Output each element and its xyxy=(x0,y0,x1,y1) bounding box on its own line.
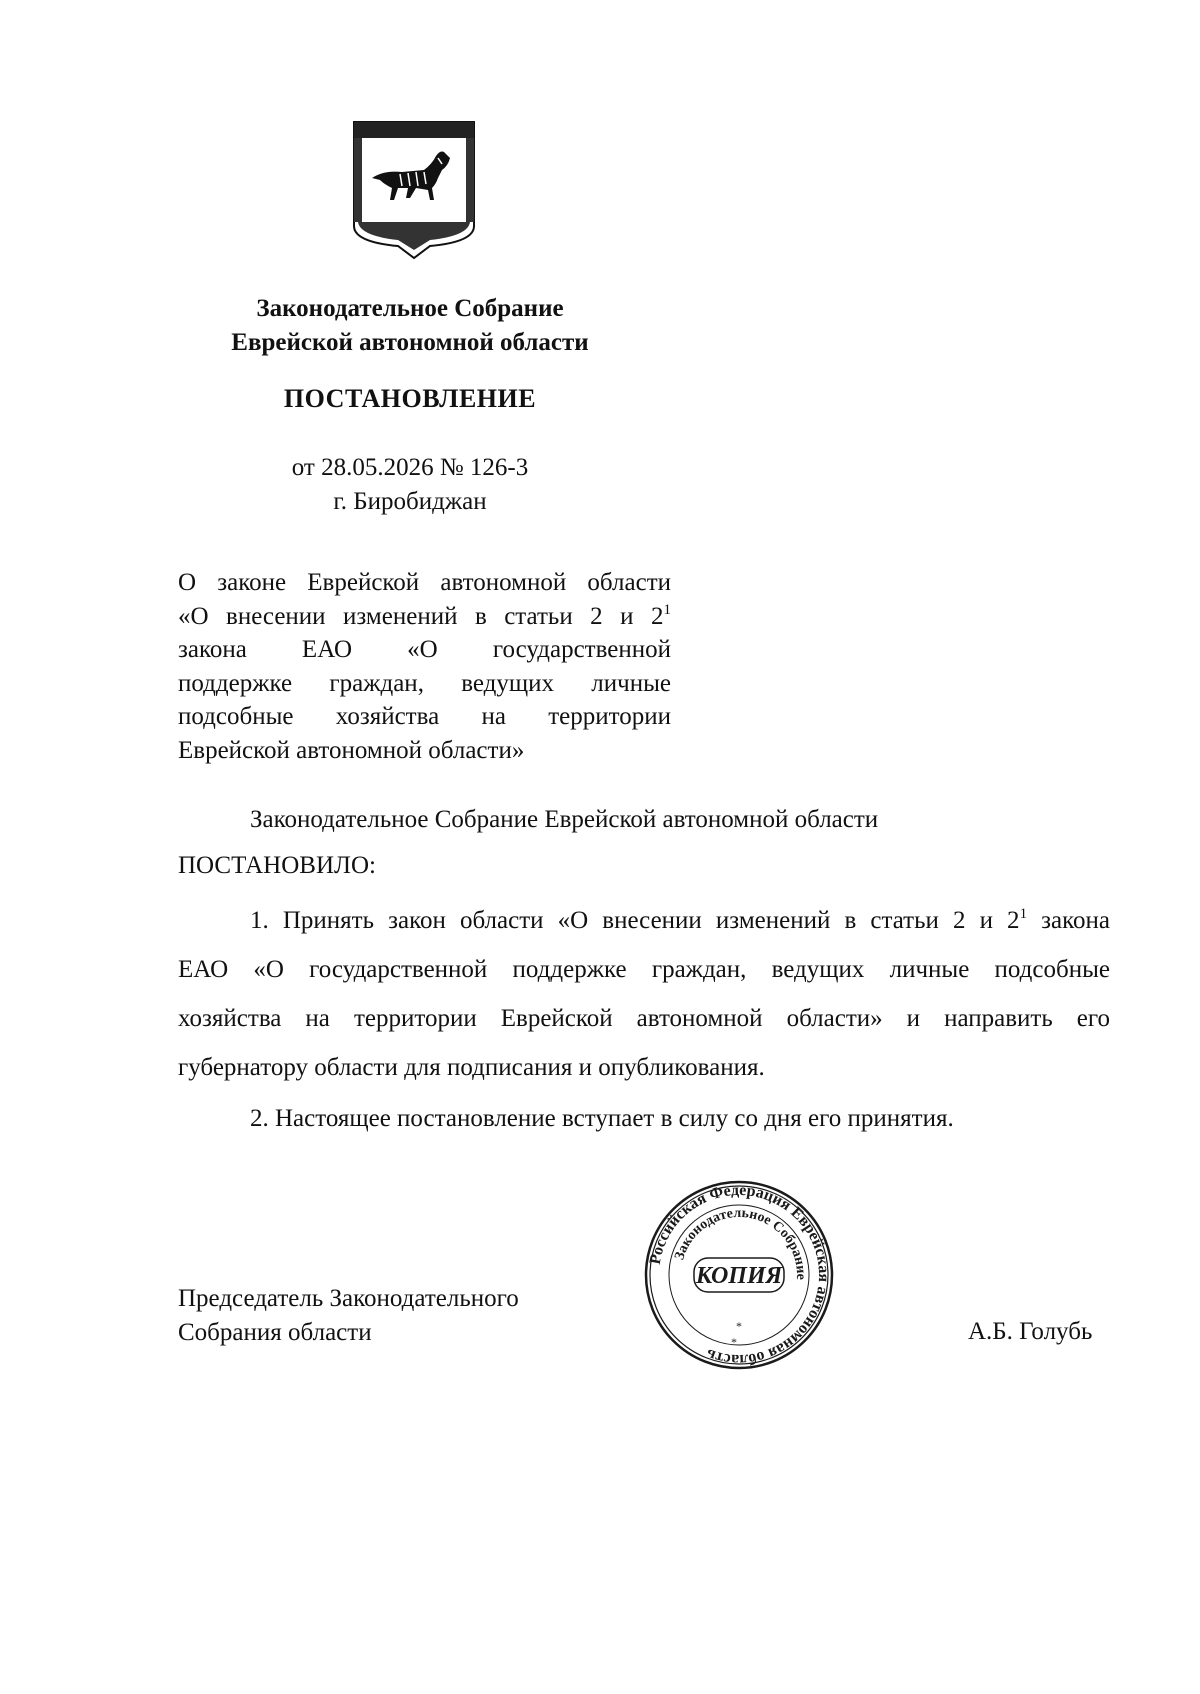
resolution-item-1 xyxy=(178,896,1110,1092)
item-1-superscript: 1 xyxy=(1019,906,1028,922)
body-intro: Законодательное Собрание Еврейской автономной области xyxy=(250,806,879,833)
organization-name xyxy=(150,292,670,360)
subject-line-6: Еврейской автономной области» xyxy=(178,736,525,764)
body-resolved: ПОСТАНОВИЛО: xyxy=(178,852,376,879)
item-1-line-1-text: 1. Принять закон области «О внесении изменений в статьи 2 и 2 xyxy=(250,907,1020,934)
signatory-name: А.Б. Голубь xyxy=(968,1318,1093,1345)
document-subject xyxy=(178,566,671,767)
seal-center-text: КОПИЯ xyxy=(695,1263,783,1289)
org-line-1: Законодательное Собрание xyxy=(256,295,564,322)
item-1-line-2: ЕАО «О государственной поддержке граждан, ведущих личные подсобные xyxy=(178,956,1110,983)
resolution-item-2 xyxy=(178,1094,1110,1143)
svg-text:*: * xyxy=(731,1335,737,1349)
item-1-line-4: губернатору области для подписания и опубликования. xyxy=(178,1054,765,1081)
subject-line-5: подсобные хозяйства на территории xyxy=(178,703,671,730)
org-line-2: Еврейской автономной области xyxy=(231,329,589,356)
signatory-role-line-2: Собрания области xyxy=(178,1319,372,1346)
seal-outer-text: Российская Федерация Еврейская автономная область xyxy=(646,1181,833,1369)
subject-superscript: 1 xyxy=(663,601,671,618)
item-1-line-3: хозяйства на территории Еврейской автономной области» и направить его xyxy=(178,1005,1110,1032)
subject-line-2-text: «О внесении изменений в статьи 2 и 2 xyxy=(178,602,664,630)
item-1-line-1 xyxy=(178,896,1110,945)
document-type-title: ПОСТАНОВЛЕНИЕ xyxy=(283,384,537,413)
item-1-line-1-tail: закона xyxy=(1027,907,1110,934)
item-2-line-1: 2. Настоящее постановление вступает в силу со дня его принятия. xyxy=(250,1105,954,1132)
signatory-role xyxy=(178,1282,519,1350)
coat-of-arms-tiger-icon xyxy=(350,118,478,260)
subject-line-4: поддержке граждан, ведущих личные xyxy=(178,669,671,697)
coat-of-arms-emblem xyxy=(350,118,478,260)
document-date-number: от 28.05.2026 № 126-3 xyxy=(291,454,529,481)
signatory-role-line-1: Председатель Законодательного xyxy=(178,1285,519,1312)
seal-stamp-icon xyxy=(644,1180,834,1370)
subject-line-2 xyxy=(178,600,671,634)
subject-line-1: О законе Еврейской автономной области xyxy=(178,569,671,596)
subject-line-3: закона ЕАО «О государственной xyxy=(178,636,671,663)
document-city: г. Биробиджан xyxy=(333,488,487,515)
svg-text:*: * xyxy=(736,1319,742,1333)
seal-inner-text: Законодательное Собрание xyxy=(672,1205,809,1281)
official-seal-stamp xyxy=(644,1180,834,1370)
